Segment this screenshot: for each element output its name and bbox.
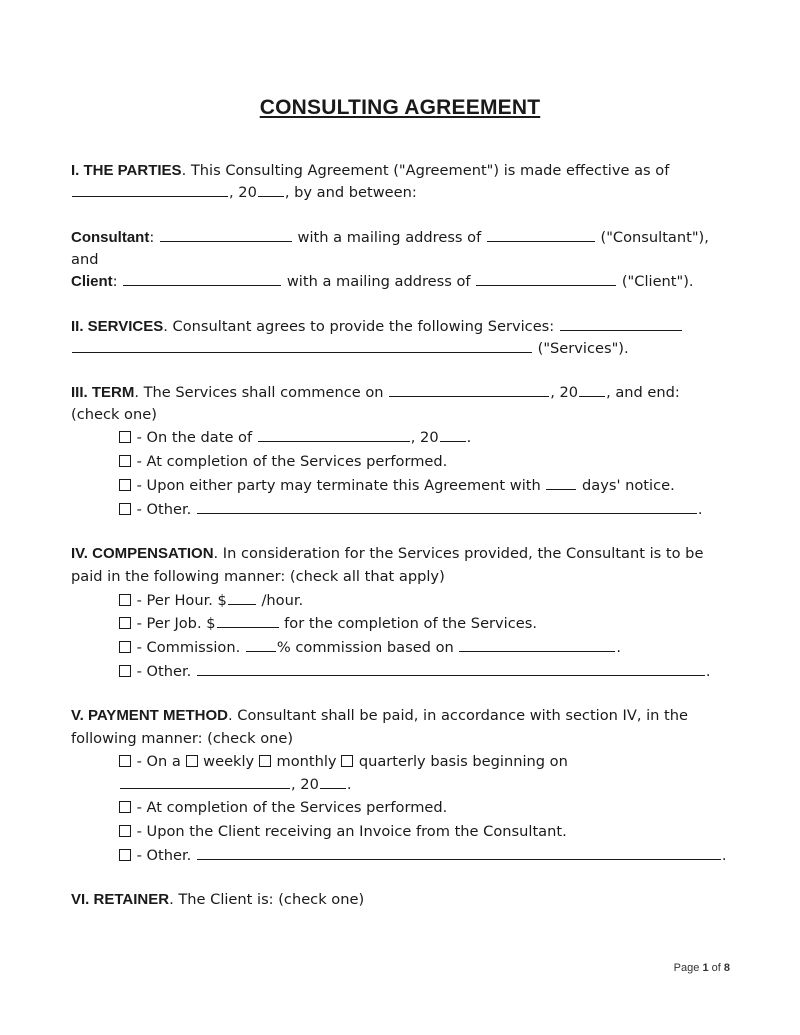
compensation-option-3: - Commission. % commission based on . <box>119 637 621 659</box>
checkbox[interactable] <box>119 479 131 491</box>
term-option-1: - On the date of , 20 . <box>119 427 471 449</box>
term-line-2: (check one) <box>71 406 157 423</box>
term-line-1: III. TERM. The Services shall commence on , 20 , and end: <box>71 384 680 401</box>
services-line-2: ("Services"). <box>71 338 629 360</box>
consultant-name-blank[interactable] <box>160 227 292 242</box>
checkbox[interactable] <box>119 503 131 515</box>
services-heading: II. SERVICES <box>71 318 164 335</box>
quarterly-checkbox[interactable] <box>341 755 353 767</box>
payment-other-blank[interactable] <box>197 845 721 860</box>
term-heading: III. TERM <box>71 384 135 401</box>
term-option-2: - At completion of the Services performed. <box>119 451 447 473</box>
payment-line-1: V. PAYMENT METHOD. Consultant shall be paid, in accordance with section IV, in the <box>71 707 689 724</box>
checkbox[interactable] <box>119 849 131 861</box>
services-blank-1[interactable] <box>560 316 682 331</box>
and-line: and <box>71 251 99 268</box>
checkbox[interactable] <box>119 455 131 467</box>
compensation-option-1: - Per Hour. $ /hour. <box>119 590 303 612</box>
compensation-other-blank[interactable] <box>197 661 705 676</box>
checkbox[interactable] <box>119 755 131 767</box>
payment-heading: V. PAYMENT METHOD <box>71 707 228 724</box>
services-line-1: II. SERVICES. Consultant agrees to provide the following Services: <box>71 316 683 338</box>
client-line: Client: with a mailing address of ("Client"). <box>71 273 694 290</box>
commission-basis-blank[interactable] <box>459 637 615 652</box>
document-title: CONSULTING AGREEMENT <box>259 96 541 119</box>
term-option-3: - Upon either party may terminate this Agreement with days' notice. <box>119 475 675 497</box>
page-number: Page 1 of 8 <box>673 962 730 974</box>
payment-line-2: following manner: (check one) <box>71 730 294 747</box>
checkbox[interactable] <box>119 801 131 813</box>
hourly-rate-blank[interactable] <box>228 590 256 605</box>
effective-year-blank[interactable] <box>258 182 284 197</box>
consultant-address-blank[interactable] <box>487 227 595 242</box>
checkbox[interactable] <box>119 641 131 653</box>
monthly-checkbox[interactable] <box>259 755 271 767</box>
weekly-checkbox[interactable] <box>186 755 198 767</box>
compensation-option-2: - Per Job. $ for the completion of the Services. <box>119 613 537 635</box>
checkbox[interactable] <box>119 594 131 606</box>
payment-option-1: - On a weekly monthly quarterly basis beginning on <box>119 751 568 773</box>
term-start-year-blank[interactable] <box>579 382 605 397</box>
notice-days-blank[interactable] <box>546 475 576 490</box>
payment-option-2: - At completion of the Services performed. <box>119 797 447 819</box>
term-end-year-blank[interactable] <box>440 427 466 442</box>
payment-start-year-blank[interactable] <box>320 774 346 789</box>
commission-percent-blank[interactable] <box>246 637 276 652</box>
services-blank-2[interactable] <box>72 338 532 353</box>
checkbox[interactable] <box>119 825 131 837</box>
term-option-4: - Other. . <box>119 499 703 521</box>
term-other-blank[interactable] <box>197 499 697 514</box>
compensation-option-4: - Other. . <box>119 661 711 683</box>
consultant-line: Consultant: with a mailing address of ("Consultant"), <box>71 229 709 246</box>
payment-option-3: - Upon the Client receiving an Invoice from the Consultant. <box>119 821 567 843</box>
checkbox[interactable] <box>119 431 131 443</box>
client-address-blank[interactable] <box>476 271 616 286</box>
term-start-date-blank[interactable] <box>389 382 549 397</box>
checkbox[interactable] <box>119 665 131 677</box>
compensation-heading: IV. COMPENSATION <box>71 545 214 562</box>
checkbox[interactable] <box>119 617 131 629</box>
payment-option-4: - Other. . <box>119 845 727 867</box>
compensation-line-2: paid in the following manner: (check all that apply) <box>71 568 445 585</box>
parties-line-2: , 20 , by and between: <box>71 182 417 204</box>
term-end-date-blank[interactable] <box>258 427 410 442</box>
client-label: Client <box>71 273 113 290</box>
effective-date-blank[interactable] <box>72 182 228 197</box>
compensation-line-1: IV. COMPENSATION. In consideration for the Services provided, the Consultant is to be <box>71 545 704 562</box>
job-rate-blank[interactable] <box>217 613 279 628</box>
client-name-blank[interactable] <box>123 271 281 286</box>
parties-heading: I. THE PARTIES <box>71 162 182 179</box>
retainer-heading: VI. RETAINER <box>71 891 170 908</box>
payment-start-date-blank[interactable] <box>120 774 290 789</box>
payment-option-1-date: , 20 . <box>119 774 352 796</box>
consultant-label: Consultant <box>71 229 150 246</box>
retainer-line: VI. RETAINER. The Client is: (check one) <box>71 891 365 908</box>
parties-line-1: I. THE PARTIES. This Consulting Agreement ("Agreement") is made effective as of <box>71 162 670 179</box>
